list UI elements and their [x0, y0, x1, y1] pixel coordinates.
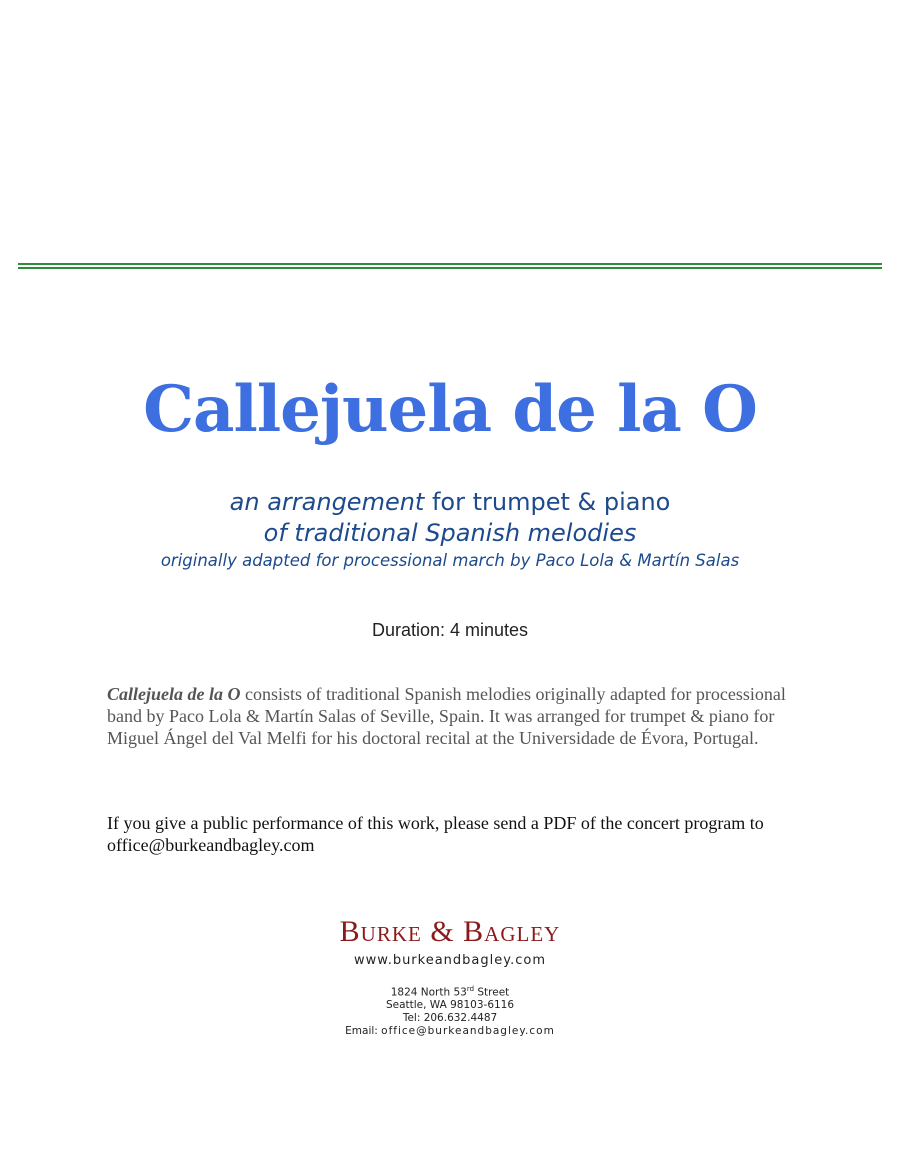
publisher-street	[0, 985, 900, 999]
email-label: Email:	[345, 1025, 382, 1037]
street-number: 1824 North 53	[390, 986, 467, 999]
top-rule-lower	[18, 267, 882, 269]
publisher-email	[0, 1025, 900, 1037]
performance-note: If you give a public performance of this work, please send a PDF of the concert program to office@burkeandbagley.com	[107, 813, 764, 855]
subtitle-arrangement: an arrangement	[229, 488, 425, 516]
email-link[interactable]: office@burkeandbagley.com	[381, 1025, 555, 1037]
subtitle-line-3: originally adapted for processional march by Paco Lola & Martín Salas	[160, 551, 740, 570]
subtitle-instruments: for trumpet & piano	[424, 488, 671, 516]
publisher-tel: Tel: 206.632.4487	[402, 1012, 498, 1024]
subtitle-line-2: of traditional Spanish melodies	[263, 519, 637, 547]
description-work-title: Callejuela de la O	[107, 684, 241, 704]
publisher-city: Seattle, WA 98103-6116	[385, 999, 515, 1011]
street-ordinal: rd	[466, 985, 475, 993]
description-text: consists of traditional Spanish melodies originally adapted for processional band by Paco Lola & Martín Salas of Seville, Spain. It was arranged for trumpet & piano for Miguel Ángel del Val Melfi for his doctoral recital at the Universidade de Évora, Portugal.	[107, 684, 786, 748]
subtitle-line-1	[0, 488, 900, 516]
description	[107, 683, 807, 749]
publisher-name: Burke & Bagley	[339, 915, 561, 948]
duration: Duration: 4 minutes	[371, 620, 529, 640]
street-name: Street	[474, 986, 510, 999]
publisher-website[interactable]: www.burkeandbagley.com	[353, 953, 546, 968]
top-rule-upper	[18, 263, 882, 265]
page-title: Callejuela de la O	[143, 372, 757, 447]
